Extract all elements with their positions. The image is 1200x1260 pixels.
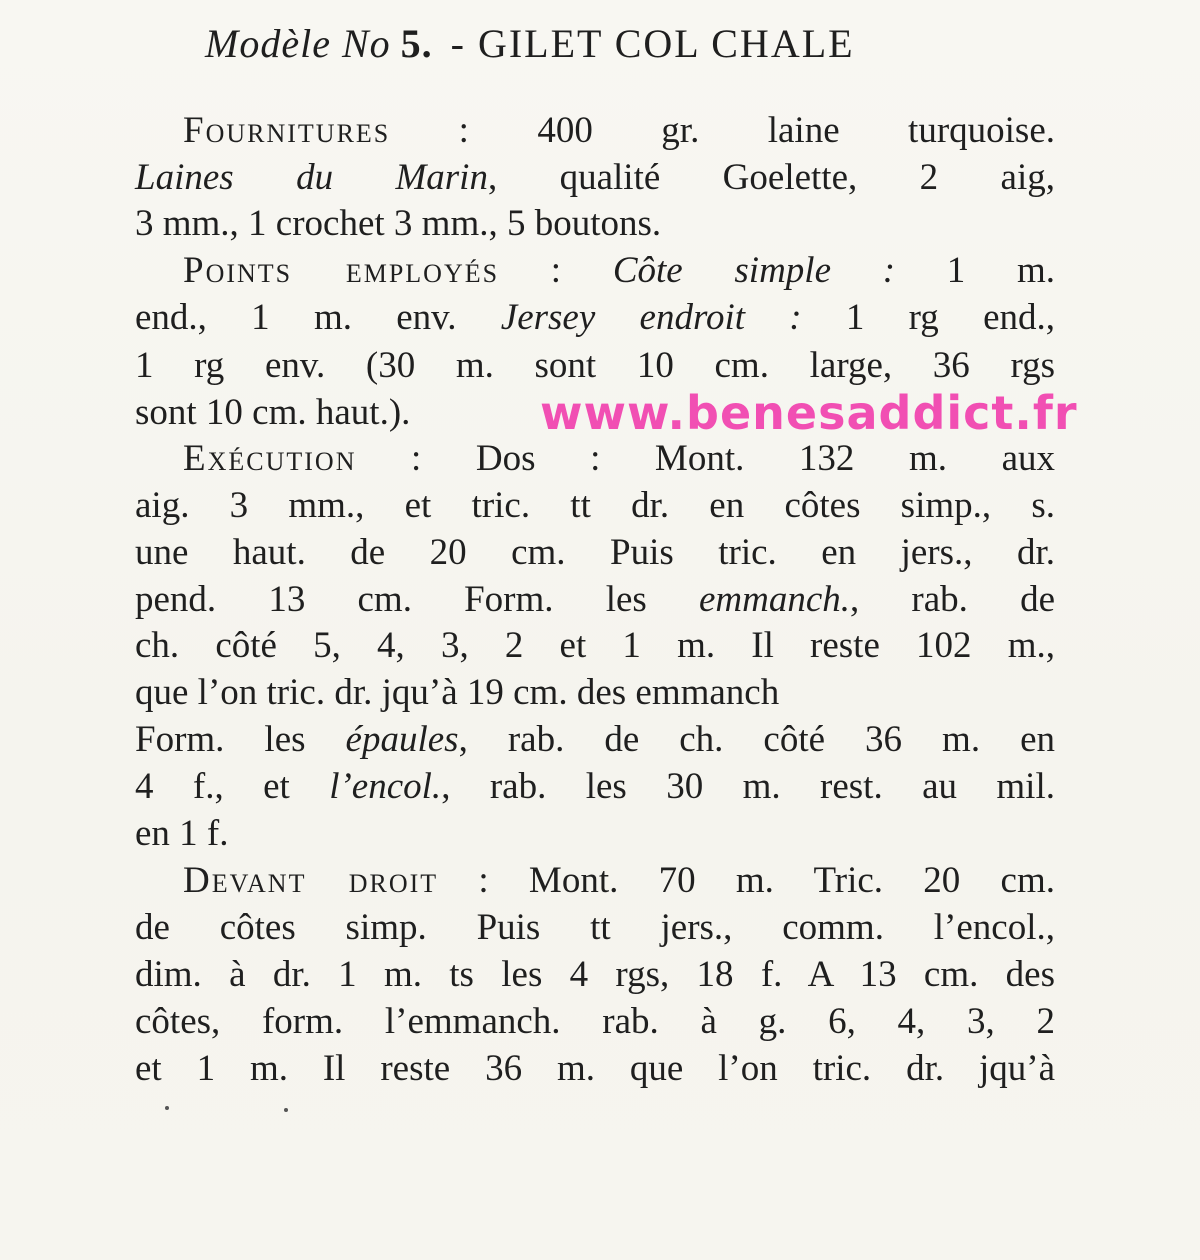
fournitures-line-3: 3 mm., 1 crochet 3 mm., 5 boutons. — [135, 203, 662, 244]
fournitures-heading: Fournitures — [183, 110, 391, 151]
points-line-3: 1 rg env. (30 m. sont 10 cm. large, 36 rgs — [135, 345, 1055, 386]
points-heading: Points employés — [183, 250, 500, 291]
devant-line-3: dim. à dr. 1 m. ts les 4 rgs, 18 f. A 13 cm. des — [135, 954, 1055, 995]
fournitures-brand: Laines du Marin — [135, 157, 488, 198]
fournitures-line-2: Laines du Marin, qualité Goelette, 2 aig, — [135, 157, 1055, 198]
execution-line-7: Form. les épaules, rab. de ch. côté 36 m. en — [135, 719, 1056, 760]
execution-line-2: aig. 3 mm., et tric. tt dr. en côtes simp., s. — [135, 485, 1055, 526]
execution-line-4: pend. 13 cm. Form. les emmanch., rab. de — [135, 579, 1056, 620]
execution-line-1: Exécution : Dos : Mont. 132 m. aux — [183, 438, 1055, 479]
title-prefix: Modèle No — [205, 21, 391, 66]
devant-line-2: de côtes simp. Puis tt jers., comm. l’encol., — [135, 907, 1055, 948]
devant-line-5: et 1 m. Il reste 36 m. que l’on tric. dr. jqu’à — [135, 1048, 1055, 1089]
speck-mark — [284, 1108, 288, 1112]
execution-heading: Exécution — [183, 438, 357, 479]
execution-line-8: 4 f., et l’encol., rab. les 30 m. rest. au mil. — [135, 766, 1055, 807]
execution-line-9: en 1 f. — [135, 813, 229, 854]
watermark-url: www.benesaddict.fr — [540, 386, 1078, 440]
points-line-4: sont 10 cm. haut.). — [135, 392, 411, 433]
title-number: 5. — [400, 21, 433, 66]
devant-line-4: côtes, form. l’emmanch. rab. à g. 6, 4, 3, 2 — [135, 1001, 1055, 1042]
points-line-2: end., 1 m. env. Jersey endroit : 1 rg end., — [135, 297, 1055, 338]
execution-line-6: que l’on tric. dr. jqu’à 19 cm. des emmanch — [135, 672, 780, 713]
fournitures-line-1: Fournitures : 400 gr. laine turquoise. — [183, 110, 1056, 151]
title-main: - GILET COL CHALE — [450, 21, 855, 66]
page-title — [205, 20, 855, 67]
execution-line-5: ch. côté 5, 4, 3, 2 et 1 m. Il reste 102 m., — [135, 625, 1055, 666]
devant-heading: Devant droit — [183, 860, 439, 901]
points-line-1: Points employés : Côte simple : 1 m. — [183, 250, 1056, 291]
speck-mark — [165, 1106, 169, 1110]
devant-line-1: Devant droit : Mont. 70 m. Tric. 20 cm. — [183, 860, 1055, 901]
execution-line-3: une haut. de 20 cm. Puis tric. en jers., dr. — [135, 532, 1055, 573]
